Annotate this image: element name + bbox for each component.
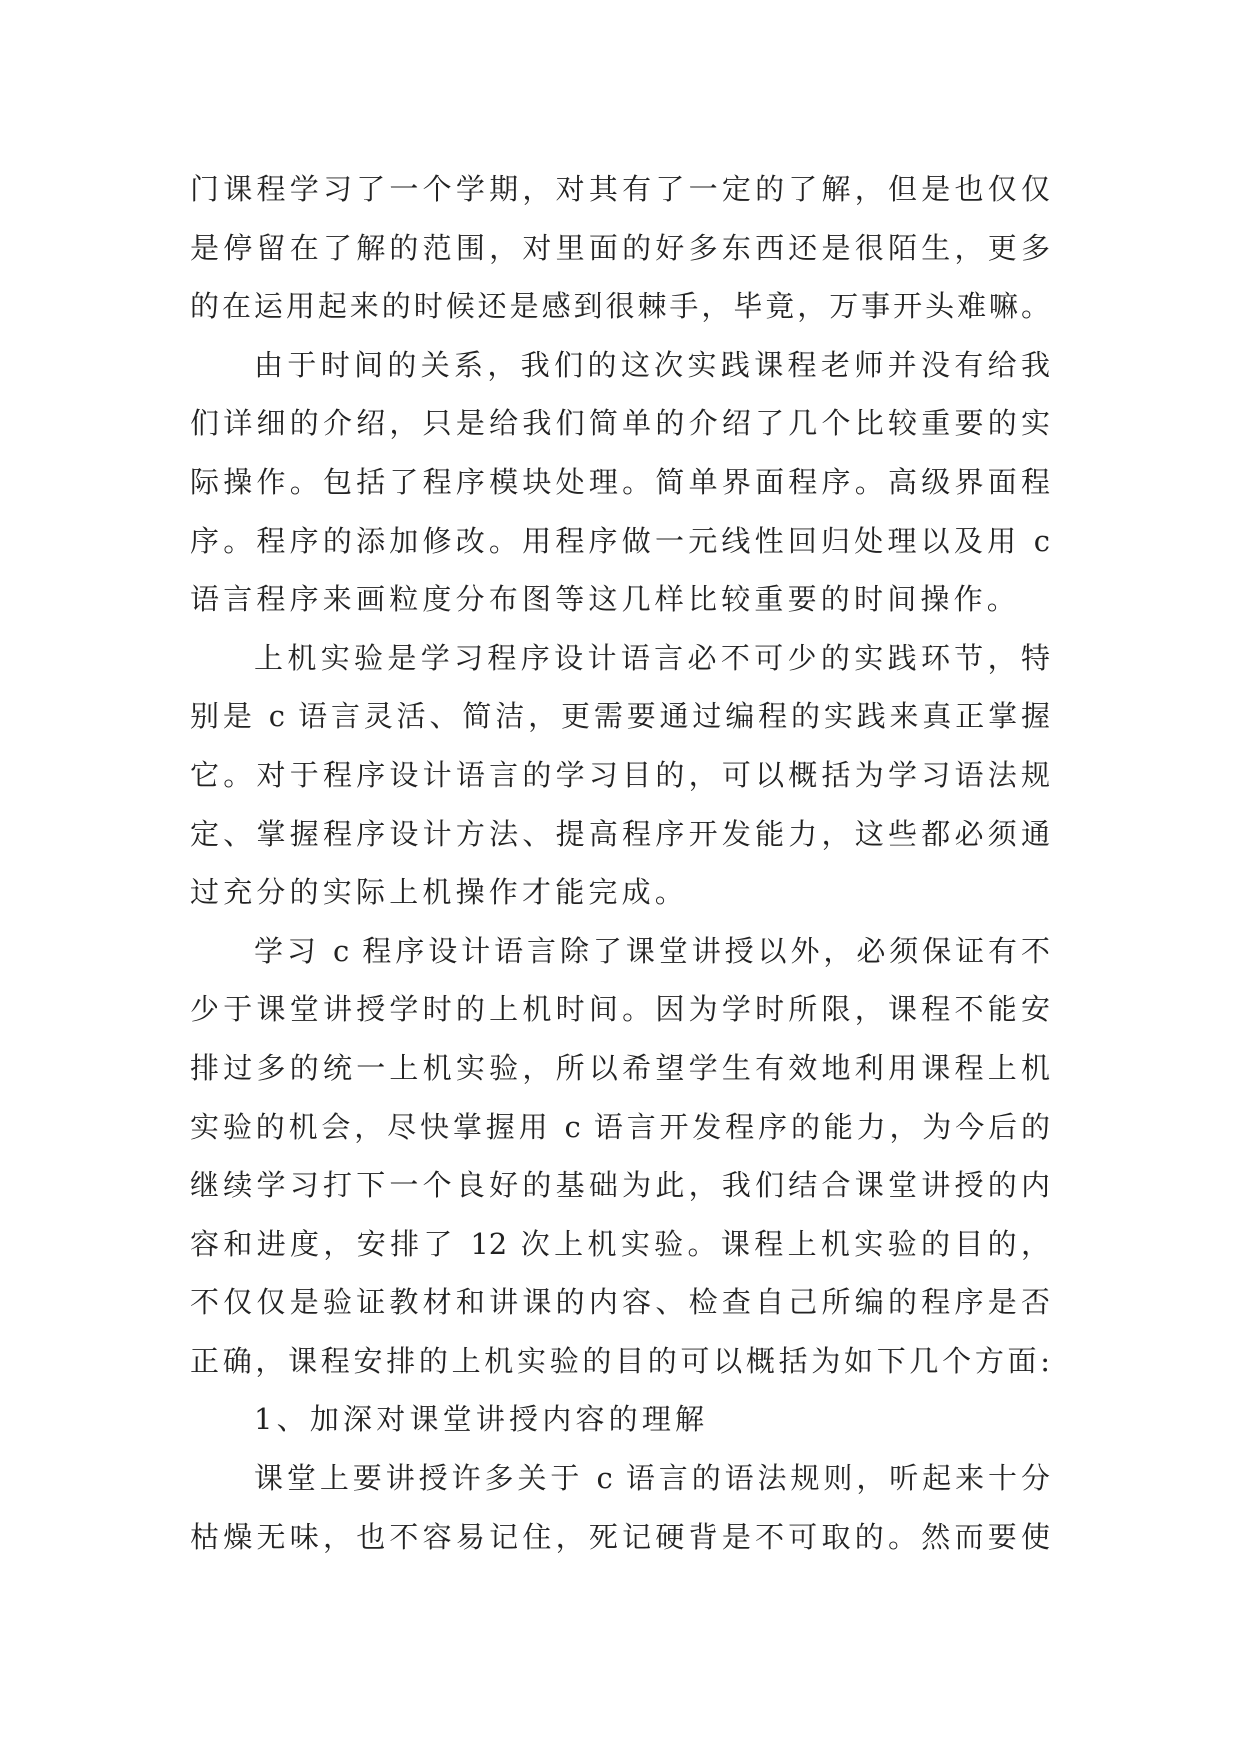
text-line: 定、掌握程序设计方法、提高程序开发能力，这些都必须通 — [190, 816, 1050, 851]
paragraph-first-line: 课堂上要讲授许多关于 c 语言的语法规则，听起来十分 — [254, 1461, 1050, 1496]
text-line: 的在运用起来的时候还是感到很棘手，毕竟，万事开头难嘛。 — [190, 289, 1050, 324]
text-line: 别是 c 语言灵活、简洁，更需要通过编程的实践来真正掌握 — [190, 699, 1050, 734]
text-line: 实验的机会，尽快掌握用 c 语言开发程序的能力，为今后的 — [190, 1109, 1050, 1144]
text-line: 语言程序来画粒度分布图等这几样比较重要的时间操作。 — [190, 582, 1021, 617]
document-body — [190, 160, 1050, 1566]
text-line: 们详细的介绍，只是给我们简单的介绍了几个比较重要的实 — [190, 406, 1050, 441]
text-line: 它。对于程序设计语言的学习目的，可以概括为学习语法规 — [190, 757, 1050, 792]
text-line: 是停留在了解的范围，对里面的好多东西还是很陌生，更多 — [190, 230, 1050, 265]
text-line: 序。程序的添加修改。用程序做一元线性回归处理以及用 c — [190, 523, 1050, 558]
text-line: 枯燥无味，也不容易记住，死记硬背是不可取的。然而要使 — [190, 1519, 1050, 1554]
paragraph-first-line: 由于时间的关系，我们的这次实践课程老师并没有给我 — [254, 347, 1050, 382]
text-line: 过充分的实际上机操作才能完成。 — [190, 875, 689, 910]
paragraph-first-line: 学习 c 程序设计语言除了课堂讲授以外，必须保证有不 — [254, 933, 1050, 968]
text-line: 门课程学习了一个学期，对其有了一定的了解，但是也仅仅 — [190, 172, 1050, 206]
text-line: 排过多的统一上机实验，所以希望学生有效地利用课程上机 — [190, 1050, 1050, 1085]
paragraph-first-line: 上机实验是学习程序设计语言必不可少的实践环节，特 — [254, 640, 1050, 675]
text-line: 正确，课程安排的上机实验的目的可以概括为如下几个方面: — [190, 1343, 1050, 1378]
section-heading: 1、加深对课堂讲授内容的理解 — [254, 1402, 709, 1437]
text-line: 不仅仅是验证教材和讲课的内容、检查自己所编的程序是否 — [190, 1285, 1050, 1320]
text-line: 际操作。包括了程序模块处理。简单界面程序。高级界面程 — [190, 464, 1050, 499]
text-line: 继续学习打下一个良好的基础为此，我们结合课堂讲授的内 — [190, 1168, 1050, 1203]
text-line: 少于课堂讲授学时的上机时间。因为学时所限，课程不能安 — [190, 992, 1050, 1027]
text-line: 容和进度，安排了 12 次上机实验。课程上机实验的目的， — [190, 1226, 1050, 1261]
